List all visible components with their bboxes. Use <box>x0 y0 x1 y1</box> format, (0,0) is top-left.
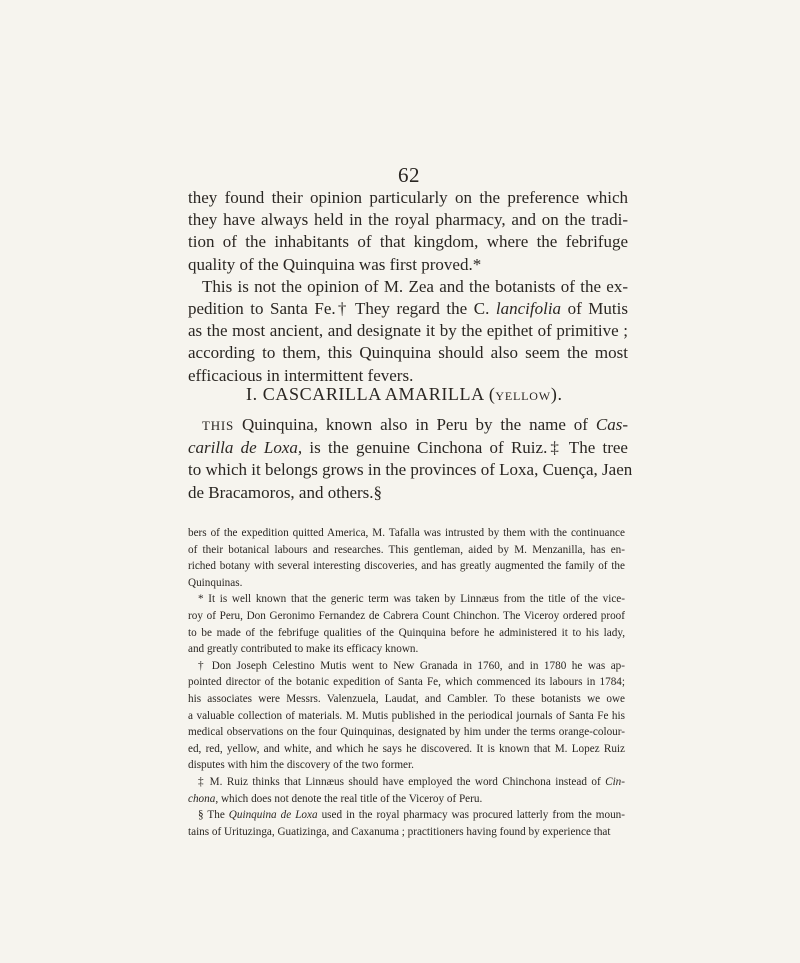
text-fragment: ‡ M. Ruiz thinks that Linnæus should have employed the word Chinchona instead of <box>198 775 606 788</box>
text-line: to which it belongs grows in the provinces of Loxa, Cuença, Jaen <box>188 460 633 480</box>
footnote-line: † Don Joseph Celestino Mutis went to New Granada in 1760, and in 1780 he was ap- <box>198 659 625 672</box>
text-line: efficacious in intermittent fevers. <box>188 365 414 385</box>
section-intro <box>188 414 633 504</box>
footnote-line: pointed director of the botanic expedition of Santa Fe, which commenced its labours in 1784; <box>188 676 625 689</box>
footnote-line: a valuable collection of materials. M. Mutis published in the periodical journals of Santa Fe his <box>188 709 625 722</box>
italic-term: carilla de Loxa, <box>188 438 303 458</box>
footnote-line: his associates were Messrs. Valenzuela, Laudat, and Cambler. To these botanists we owe <box>188 692 625 705</box>
text-fragment: which does not denote the real title of the Viceroy of Peru. <box>218 792 483 805</box>
footnote-line: medical observations on the four Quinquinas, designated by him under the terms orange-colour- <box>188 726 625 739</box>
heading-small-caps: YELLOW <box>495 389 551 403</box>
text-fragment: is the genuine Cinchona of Ruiz.‡ The tree <box>302 438 628 458</box>
text-fragment: of Mutis <box>561 299 628 319</box>
footnote-line: to be made of the febrifuge qualities of the Quinquina before he administered it to his lady, <box>188 626 625 639</box>
text-line: they found their opinion particularly on the preference which <box>188 188 628 207</box>
footnote-line <box>188 807 625 824</box>
text-line: according to them, this Quinquina should also seem the most <box>188 343 628 363</box>
footnote-line: and greatly contributed to make its efficacy known. <box>188 643 419 656</box>
small-caps-word: THIS <box>202 418 235 433</box>
heading-main: I. CASCARILLA AMARILLA ( <box>246 384 496 404</box>
text-fragment: pedition to Santa Fe.† They regard the C. <box>188 299 496 319</box>
footnote-line: disputes with him the discovery of the two former. <box>188 759 414 772</box>
text-fragment: Quinquina, known also in Peru by the name of <box>234 415 596 434</box>
text-line: as the most ancient, and designate it by the epithet of primitive ; <box>188 321 628 341</box>
footnote-line <box>188 791 625 808</box>
section-heading <box>246 384 563 405</box>
italic-term: Quinquina de Loxa <box>228 809 318 822</box>
footnote-line: bers of the expedition quitted America, M. Tafalla was intrusted by them with the continuance <box>188 527 625 539</box>
text-line: tion of the inhabitants of that kingdom, where the febrifuge <box>188 232 628 252</box>
heading-close: ). <box>550 384 563 404</box>
footnote-line <box>188 774 625 791</box>
italic-term: Cin- <box>605 775 625 788</box>
italic-term: lancifolia <box>495 299 562 319</box>
text-line: quality of the Quinquina was first proved.* <box>188 254 482 274</box>
text-line: de Bracamoros, and others.§ <box>188 482 383 502</box>
text-line <box>188 437 628 459</box>
italic-term: Cas- <box>595 415 628 434</box>
footnote-line: roy of Peru, Don Geronimo Fernandez de Cabrera Count Chinchon. The Viceroy ordered proof <box>188 609 625 622</box>
footnote-line: ed, red, yellow, and white, and which he says he discovered. It is known that M. Lopez Ruiz <box>188 742 625 755</box>
footnote-line: * It is well known that the generic term was taken by Linnæus from the title of the vice- <box>198 593 625 606</box>
text-line: they have always held in the royal pharmacy, and on the tradi- <box>188 210 628 230</box>
footnote-line: of their botanical labours and researches. This gentleman, aided by M. Menzanilla, has en- <box>188 543 625 556</box>
text-line <box>188 298 628 320</box>
body-text-top <box>188 187 628 387</box>
footnotes <box>188 525 625 840</box>
text-line: This is not the opinion of M. Zea and the botanists of the ex- <box>202 276 628 296</box>
text-fragment: used in the royal pharmacy was procured latterly from the moun- <box>317 809 625 822</box>
text-line <box>188 414 628 437</box>
italic-term: chona, <box>188 792 219 805</box>
page-number: 62 <box>398 163 420 187</box>
text-fragment: § The <box>198 809 229 822</box>
footnote-line: Quinquinas. <box>188 576 243 589</box>
footnote-line: tains of Urituzinga, Guatizinga, and Caxanuma ; practitioners having found by experience that <box>188 825 611 838</box>
footnote-line: riched botany with several interesting discoveries, and has greatly augmented the family of the <box>188 560 625 573</box>
